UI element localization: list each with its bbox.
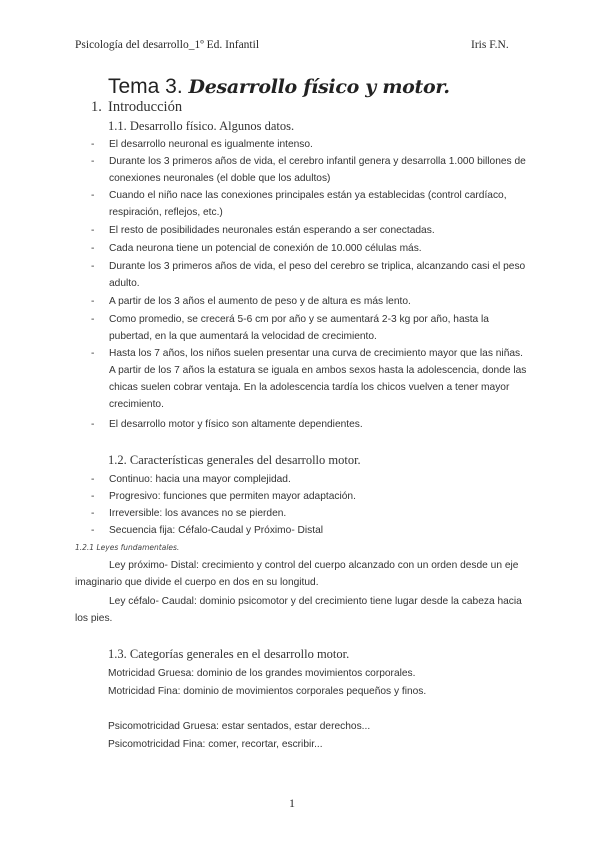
header-course: Psicología del desarrollo_1º Ed. Infantil [75, 39, 260, 51]
list-item: - Irreversible: los avances no se pierden. [91, 508, 287, 519]
title-prefix: Tema 3. [108, 75, 183, 98]
list-item: - El desarrollo neuronal es igualmente intenso. [91, 139, 313, 150]
list-item: - A partir de los 3 años el aumento de peso y de altura es más lento. [91, 296, 411, 307]
list-item: - Cada neurona tiene un potencial de conexión de 10.000 células más. [91, 243, 422, 254]
section-heading: Introducción [108, 99, 183, 115]
subsubsection-heading-1-2-1: 1.2.1 Leyes fundamentales. [75, 543, 180, 552]
motricidad-fina: Motricidad Fina: dominio de movimientos corporales pequeños y finos. [108, 686, 427, 697]
page-number: 1 [289, 796, 295, 810]
list-item: - Como promedio, se crecerá 5-6 cm por año y se aumentará 2-3 kg por año, hasta la pubertad, en la que aumentará la velocidad de crecimiento. [91, 314, 489, 342]
title-script: Desarrollo físico y motor. [188, 76, 450, 98]
motricidad-gruesa: Motricidad Gruesa: dominio de los grandes movimientos corporales. [108, 668, 416, 679]
subsection-heading-1-2: 1.2. Características generales del desarrollo motor. [108, 453, 361, 467]
header-author: Iris F.N. [471, 39, 509, 51]
list-item: - El desarrollo motor y físico son altamente dependientes. [91, 419, 363, 430]
list-item: - Secuencia fija: Céfalo-Caudal y Próximo- Distal [91, 525, 324, 536]
list-item: - Hasta los 7 años, los niños suelen presentar una curva de crecimiento mayor que las niñas. A partir de los 7 años la estatura se iguala en ambos sexos hasta la adolescencia, donde las chicas suelen cobrar ventaja. En la adolescencia tardía los chicos vuelven a tener mayor crecimiento. [91, 348, 527, 410]
psicomotricidad-fina: Psicomotricidad Fina: comer, recortar, escribir... [108, 739, 323, 750]
list-item: - El resto de posibilidades neuronales están esperando a ser conectadas. [91, 225, 435, 236]
law-cefalo-caudal: Ley céfalo- Caudal: dominio psicomotor y del crecimiento tiene lugar desde la cabeza hacia los pies. [75, 596, 522, 624]
section-number: 1. [91, 99, 102, 115]
list-item: - Durante los 3 primeros años de vida, el cerebro infantil genera y desarrolla 1.000 billones de conexiones neuronales (el doble que los adultos) [91, 156, 526, 184]
page-title [108, 75, 450, 99]
list-item: - Durante los 3 primeros años de vida, el peso del cerebro se triplica, alcanzando casi el peso adulto. [91, 261, 526, 289]
list-item: - Cuando el niño nace las conexiones principales están ya establecidas (control cardíaco, respiración, reflejos, etc.) [91, 190, 507, 218]
subsection-heading-1-3: 1.3. Categorías generales en el desarrollo motor. [108, 647, 350, 661]
list-item: - Continuo: hacia una mayor complejidad. [91, 474, 291, 485]
law-proximo-distal: Ley próximo- Distal: crecimiento y control del cuerpo alcanzado con un orden desde un eje imaginario que divide el cuerpo en dos en su longitud. [75, 560, 519, 588]
list-item: - Progresivo: funciones que permiten mayor adaptación. [91, 491, 356, 502]
subsection-heading-1-1: 1.1. Desarrollo físico. Algunos datos. [108, 119, 295, 133]
psicomotricidad-gruesa: Psicomotricidad Gruesa: estar sentados, estar derechos... [108, 721, 371, 732]
